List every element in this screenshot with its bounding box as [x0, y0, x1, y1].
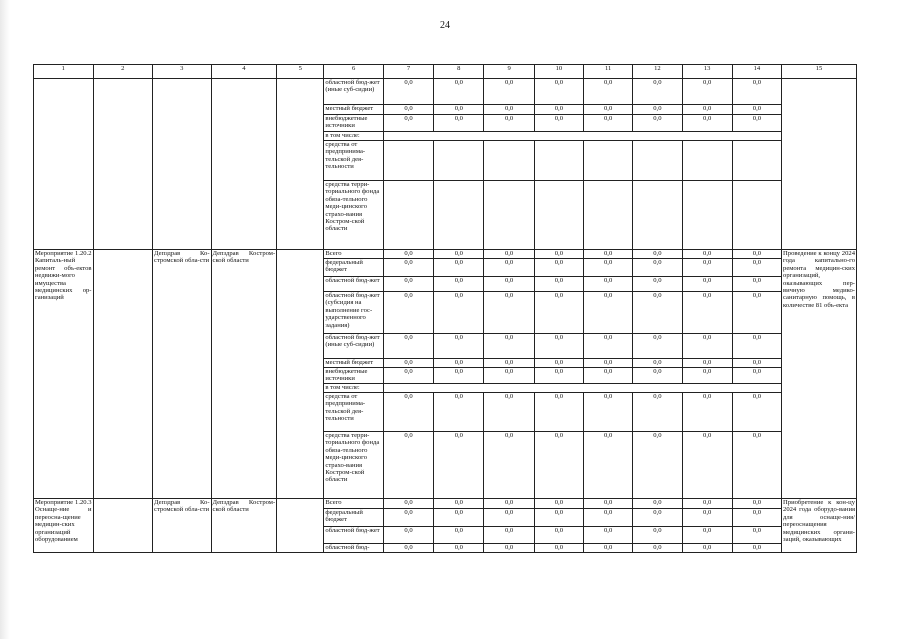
- value-cell: 0,0: [484, 259, 534, 277]
- value-cell: 0,0: [534, 509, 583, 527]
- value-cell: 0,0: [584, 432, 633, 499]
- value-cell: 0,0: [434, 432, 484, 499]
- value-cell: 0,0: [682, 527, 732, 544]
- value-cell: 0,0: [383, 509, 433, 527]
- value-cell: 0,0: [484, 393, 534, 432]
- funding-source-cell: областной бюд-жет (иные суб-сидии): [324, 334, 384, 359]
- value-cell: 0,0: [434, 334, 484, 359]
- value-cell: [383, 181, 433, 250]
- empty-cell: [93, 499, 153, 553]
- value-cell: [434, 141, 484, 181]
- value-cell: [534, 181, 583, 250]
- value-cell: 0,0: [534, 105, 583, 115]
- value-cell: 0,0: [584, 259, 633, 277]
- value-cell: 0,0: [383, 292, 433, 334]
- header-cell-7: 7: [383, 65, 433, 79]
- value-cell: 0,0: [633, 432, 682, 499]
- value-cell: 0,0: [732, 79, 781, 105]
- funding-source-cell: федеральный бюджет: [324, 509, 384, 527]
- value-cell: 0,0: [534, 250, 583, 259]
- table-row: [34, 250, 857, 259]
- value-cell: 0,0: [434, 368, 484, 384]
- value-cell: 0,0: [484, 292, 534, 334]
- value-cell: 0,0: [682, 115, 732, 132]
- value-cell: 0,0: [484, 105, 534, 115]
- value-cell: 0,0: [434, 115, 484, 132]
- value-cell: 0,0: [584, 527, 633, 544]
- value-cell: 0,0: [732, 432, 781, 499]
- funding-source-cell: средства терри-ториального фонда обяза-тельного меди-цинского страхо-вания Костром-ской области: [324, 432, 384, 499]
- value-cell: 0,0: [584, 359, 633, 368]
- value-cell: 0,0: [434, 527, 484, 544]
- value-cell: 0,0: [383, 527, 433, 544]
- value-cell: 0,0: [732, 334, 781, 359]
- value-cell: 0,0: [732, 277, 781, 292]
- funding-source-cell: федеральный бюджет: [324, 259, 384, 277]
- value-cell: 0,0: [434, 79, 484, 105]
- value-cell: 0,0: [633, 393, 682, 432]
- funding-source-cell: средства от предпринима-тельской дея-тельности: [324, 141, 384, 181]
- header-cell-10: 10: [534, 65, 583, 79]
- value-cell: 0,0: [584, 499, 633, 509]
- value-cell: 0,0: [534, 368, 583, 384]
- header-row: [34, 65, 857, 79]
- value-cell: 0,0: [682, 432, 732, 499]
- funding-source-cell: областной бюд-жет: [324, 527, 384, 544]
- funding-source-cell: средства терри-ториального фонда обяза-тельного меди-цинского страхо-вания Костром-ской области: [324, 181, 384, 250]
- page-number: 24: [440, 20, 450, 31]
- value-cell: 0,0: [484, 509, 534, 527]
- measure-name-cell: Мероприятие 1.20.3 Оснаще-ние и переосна-щение медицин-ских организаций оборудованием: [34, 499, 94, 553]
- empty-cell: [782, 79, 857, 250]
- value-cell: 0,0: [434, 292, 484, 334]
- funding-source-cell: областной бюд-жет (иные суб-сидии): [324, 79, 384, 105]
- value-cell: 0,0: [584, 79, 633, 105]
- executor-cell: [211, 79, 277, 250]
- value-cell: 0,0: [484, 432, 534, 499]
- value-cell: 0,0: [732, 115, 781, 132]
- value-cell: 0,0: [682, 334, 732, 359]
- value-cell: 0,0: [383, 115, 433, 132]
- value-cell: 0,0: [584, 544, 633, 553]
- value-cell: 0,0: [682, 250, 732, 259]
- value-cell: 0,0: [682, 79, 732, 105]
- value-cell: [434, 181, 484, 250]
- value-cell: 0,0: [534, 544, 583, 553]
- value-cell: 0,0: [383, 393, 433, 432]
- empty-span-cell: [383, 384, 781, 393]
- value-cell: 0,0: [584, 250, 633, 259]
- funding-source-cell: внебюджетные источники: [324, 368, 384, 384]
- value-cell: 0,0: [732, 368, 781, 384]
- value-cell: 0,0: [434, 105, 484, 115]
- value-cell: 0,0: [383, 359, 433, 368]
- header-cell-13: 13: [682, 65, 732, 79]
- value-cell: 0,0: [633, 250, 682, 259]
- empty-cell: [277, 79, 324, 250]
- funding-source-cell: в том числе:: [324, 132, 384, 141]
- header-cell-14: 14: [732, 65, 781, 79]
- value-cell: 0,0: [534, 79, 583, 105]
- value-cell: 0,0: [383, 499, 433, 509]
- value-cell: 0,0: [584, 277, 633, 292]
- value-cell: 0,0: [633, 292, 682, 334]
- value-cell: 0,0: [534, 259, 583, 277]
- funding-source-cell: в том числе:: [324, 384, 384, 393]
- value-cell: 0,0: [484, 334, 534, 359]
- value-cell: 0,0: [584, 292, 633, 334]
- value-cell: 0,0: [434, 393, 484, 432]
- value-cell: [584, 141, 633, 181]
- value-cell: 0,0: [732, 509, 781, 527]
- value-cell: 0,0: [732, 544, 781, 553]
- value-cell: [732, 181, 781, 250]
- value-cell: 0,0: [633, 509, 682, 527]
- result-cell: Проведение к концу 2024 года капитально-го ремонта медицин-ских организаций, оказывающих пер-вичную медико-санитарную помощь, в количестве 81 объ-екта: [782, 250, 857, 499]
- value-cell: 0,0: [682, 277, 732, 292]
- funding-source-cell: средства от предпринима-тельской дея-тельности: [324, 393, 384, 432]
- value-cell: 0,0: [682, 368, 732, 384]
- value-cell: 0,0: [383, 277, 433, 292]
- value-cell: 0,0: [584, 105, 633, 115]
- value-cell: 0,0: [534, 277, 583, 292]
- value-cell: [484, 141, 534, 181]
- value-cell: 0,0: [633, 368, 682, 384]
- value-cell: 0,0: [434, 544, 484, 553]
- value-cell: 0,0: [584, 368, 633, 384]
- funding-source-cell: областной бюд-жет: [324, 277, 384, 292]
- empty-cell: [93, 250, 153, 499]
- value-cell: 0,0: [484, 544, 534, 553]
- header-cell-1: 1: [34, 65, 94, 79]
- empty-cell: [277, 250, 324, 499]
- value-cell: 0,0: [732, 250, 781, 259]
- value-cell: [682, 181, 732, 250]
- executor-cell: Депздрав Костром-ской области: [211, 250, 277, 499]
- funding-source-cell: Всего: [324, 499, 384, 509]
- funding-source-cell: местный бюджет: [324, 105, 384, 115]
- funding-source-cell: областной бюд-жет (субсидия на выполнение гос-ударственного задания): [324, 292, 384, 334]
- header-cell-8: 8: [434, 65, 484, 79]
- value-cell: 0,0: [633, 499, 682, 509]
- value-cell: 0,0: [484, 250, 534, 259]
- header-cell-5: 5: [277, 65, 324, 79]
- value-cell: 0,0: [383, 368, 433, 384]
- value-cell: 0,0: [732, 259, 781, 277]
- value-cell: [633, 181, 682, 250]
- value-cell: 0,0: [484, 368, 534, 384]
- empty-cell: [93, 79, 153, 250]
- funding-source-cell: Всего: [324, 250, 384, 259]
- value-cell: 0,0: [434, 277, 484, 292]
- value-cell: 0,0: [633, 105, 682, 115]
- empty-cell: [277, 499, 324, 553]
- program-table: [33, 64, 857, 553]
- value-cell: [682, 141, 732, 181]
- header-cell-6: 6: [324, 65, 384, 79]
- value-cell: 0,0: [584, 115, 633, 132]
- header-cell-11: 11: [584, 65, 633, 79]
- value-cell: [484, 181, 534, 250]
- value-cell: 0,0: [682, 359, 732, 368]
- value-cell: 0,0: [383, 544, 433, 553]
- funding-source-cell: внебюджетные источники: [324, 115, 384, 132]
- value-cell: 0,0: [732, 527, 781, 544]
- responsible-cell: [153, 79, 211, 250]
- header-cell-15: 15: [782, 65, 857, 79]
- table-body: [34, 65, 857, 553]
- value-cell: 0,0: [534, 393, 583, 432]
- value-cell: 0,0: [633, 334, 682, 359]
- measure-name-cell: [34, 79, 94, 250]
- value-cell: 0,0: [484, 277, 534, 292]
- table-row: [34, 79, 857, 105]
- responsible-cell: Депздрав Ко-стромской обла-сти: [153, 499, 211, 553]
- value-cell: 0,0: [534, 359, 583, 368]
- value-cell: 0,0: [682, 259, 732, 277]
- header-cell-4: 4: [211, 65, 277, 79]
- value-cell: 0,0: [434, 509, 484, 527]
- value-cell: 0,0: [484, 359, 534, 368]
- funding-source-cell: областной бюд-: [324, 544, 384, 553]
- value-cell: 0,0: [434, 359, 484, 368]
- value-cell: 0,0: [633, 359, 682, 368]
- value-cell: 0,0: [434, 259, 484, 277]
- value-cell: 0,0: [682, 105, 732, 115]
- value-cell: 0,0: [633, 277, 682, 292]
- scan-edge-shadow: [0, 0, 10, 639]
- header-cell-2: 2: [93, 65, 153, 79]
- executor-cell: Депздрав Костром-ской области: [211, 499, 277, 553]
- value-cell: 0,0: [682, 499, 732, 509]
- table-row: [34, 499, 857, 509]
- value-cell: [732, 141, 781, 181]
- value-cell: 0,0: [633, 527, 682, 544]
- value-cell: 0,0: [584, 509, 633, 527]
- result-cell: Приобретение к кон-цу 2024 года оборудо-вания для оснаще-ния/переоснащения медицинских органи-заций, оказывающих: [782, 499, 857, 553]
- value-cell: 0,0: [732, 292, 781, 334]
- header-cell-3: 3: [153, 65, 211, 79]
- responsible-cell: Депздрав Ко-стромской обла-сти: [153, 250, 211, 499]
- value-cell: 0,0: [534, 292, 583, 334]
- value-cell: 0,0: [484, 115, 534, 132]
- value-cell: 0,0: [584, 393, 633, 432]
- value-cell: 0,0: [682, 292, 732, 334]
- value-cell: 0,0: [682, 393, 732, 432]
- value-cell: 0,0: [633, 259, 682, 277]
- value-cell: 0,0: [633, 115, 682, 132]
- value-cell: 0,0: [732, 393, 781, 432]
- value-cell: [383, 141, 433, 181]
- value-cell: 0,0: [534, 432, 583, 499]
- value-cell: 0,0: [484, 79, 534, 105]
- value-cell: 0,0: [534, 527, 583, 544]
- value-cell: 0,0: [534, 499, 583, 509]
- value-cell: 0,0: [484, 527, 534, 544]
- value-cell: 0,0: [434, 499, 484, 509]
- measure-name-cell: Мероприятие 1.20.2 Капиталь-ный ремонт объ-ектов недвижи-мого имущества медицинских ор-ганизаций: [34, 250, 94, 499]
- value-cell: 0,0: [434, 250, 484, 259]
- value-cell: 0,0: [484, 499, 534, 509]
- value-cell: 0,0: [383, 105, 433, 115]
- empty-span-cell: [383, 132, 781, 141]
- header-cell-12: 12: [633, 65, 682, 79]
- value-cell: [584, 181, 633, 250]
- value-cell: 0,0: [682, 544, 732, 553]
- value-cell: 0,0: [682, 509, 732, 527]
- value-cell: 0,0: [383, 334, 433, 359]
- value-cell: 0,0: [732, 105, 781, 115]
- value-cell: 0,0: [534, 115, 583, 132]
- value-cell: 0,0: [383, 432, 433, 499]
- value-cell: 0,0: [584, 334, 633, 359]
- value-cell: 0,0: [633, 79, 682, 105]
- value-cell: 0,0: [732, 499, 781, 509]
- value-cell: [534, 141, 583, 181]
- value-cell: 0,0: [732, 359, 781, 368]
- value-cell: 0,0: [383, 79, 433, 105]
- value-cell: 0,0: [534, 334, 583, 359]
- value-cell: 0,0: [383, 250, 433, 259]
- value-cell: 0,0: [383, 259, 433, 277]
- funding-source-cell: местный бюджет: [324, 359, 384, 368]
- value-cell: 0,0: [633, 544, 682, 553]
- header-cell-9: 9: [484, 65, 534, 79]
- value-cell: [633, 141, 682, 181]
